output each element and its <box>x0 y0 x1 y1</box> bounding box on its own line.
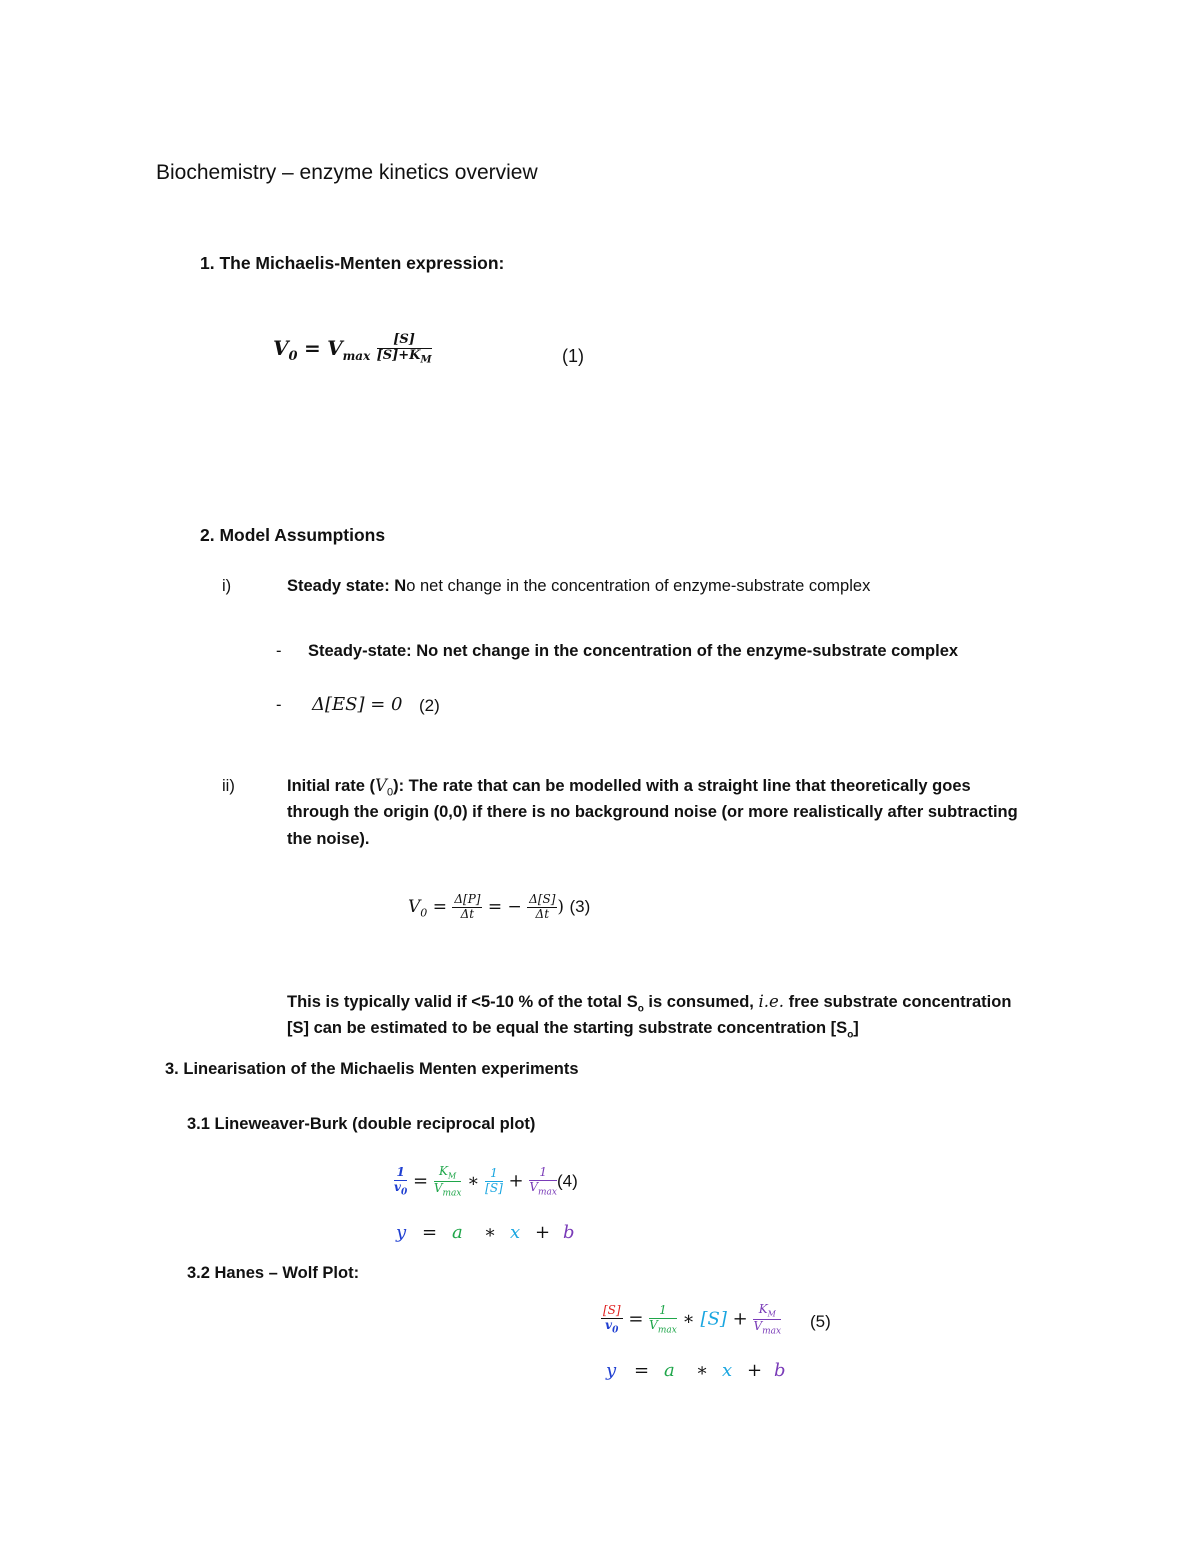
hw-row-x: x <box>722 1360 733 1381</box>
lb-fraction-1-over-s: $\frac{1}{[S]}$ <box>485 1166 503 1196</box>
item-2-marker: ii) <box>222 777 235 795</box>
hw-linear-form <box>606 1360 806 1386</box>
lb-row-b: b <box>563 1222 575 1243</box>
eq3-close-paren: ) <box>557 896 565 917</box>
note-line-2: [S] can be estimated to be equal the starting substrate concentration $[S_o]$ <box>287 1019 859 1041</box>
hw-row-a: a <box>664 1360 675 1381</box>
delta-es-equation: Δ[ES] = 0 <box>312 694 403 715</box>
subsection-3-1-heading: 3.1 Lineweaver-Burk (double reciprocal plot) <box>187 1115 536 1133</box>
eq3-fraction-p: $\frac{\Delta[P]}{\Delta t}$ <box>454 892 481 921</box>
eq3-equals-minus: = − <box>487 896 522 917</box>
hw-row-y: y <box>606 1360 617 1381</box>
hw-row-b: b <box>774 1360 786 1381</box>
hw-row-equals: = <box>634 1360 650 1381</box>
hw-plus: + <box>732 1308 748 1330</box>
section-3-heading: 3. Linearisation of the Michaelis Menten experiments <box>165 1060 579 1078</box>
lb-row-times: ∗ <box>484 1222 497 1243</box>
bullet-1-text: Steady-state: No net change in the concentration of the enzyme-substrate complex <box>308 642 959 660</box>
eq3-v0: $V_0$ <box>408 896 428 920</box>
hw-substrate: [S] <box>700 1308 727 1330</box>
eq1-fraction <box>377 333 432 366</box>
eq3-number: (3) <box>569 896 591 916</box>
eq1-equals: = <box>303 336 321 361</box>
item-2-line-2: through the origin (0,0) if there is no background noise (or more realistically after subtracting <box>287 803 1018 821</box>
lb-fraction-1-over-vmax: $\frac{1}{V_{max}}$ <box>529 1164 557 1198</box>
michaelis-menten-equation <box>273 333 432 366</box>
item-1-marker: i) <box>222 577 232 595</box>
lb-plus: + <box>508 1170 524 1192</box>
lb-row-a: a <box>452 1222 463 1243</box>
eq3-equals: = <box>432 896 447 917</box>
note-line-1: This is typically valid if <5-10 % of the total $S_o$ is consumed, i.e. free substrate concentration <box>287 992 1012 1015</box>
lb-linear-form <box>396 1222 596 1248</box>
item-1-text: Steady state: No net change in the concentration of enzyme-substrate complex <box>287 577 871 595</box>
page-title: Biochemistry – enzyme kinetics overview <box>156 161 538 184</box>
hw-row-plus: + <box>747 1360 763 1381</box>
hanes-wolf-equation <box>601 1303 781 1336</box>
section-2-heading: 2. Model Assumptions <box>200 525 386 545</box>
initial-rate-equation <box>408 893 590 922</box>
lb-row-plus: + <box>535 1222 551 1243</box>
eq1-number: (1) <box>562 346 584 366</box>
eq2-number: (2) <box>419 696 440 715</box>
item-2-line-1: Initial rate $(V_0)$: The rate that can be modelled with a straight line that theoretically goes <box>287 776 971 799</box>
hw-fraction-1-over-vmax: $\frac{1}{V_{max}}$ <box>649 1302 677 1336</box>
lb-row-y: y <box>396 1222 407 1243</box>
hw-row-times: ∗ <box>696 1360 709 1381</box>
item-2-line-3: the noise). <box>287 830 370 848</box>
section-1-heading: 1. The Michaelis-Menten expression: <box>200 253 505 273</box>
lb-row-x: x <box>510 1222 521 1243</box>
hw-equals: = <box>628 1308 644 1330</box>
lb-fraction-km-over-vmax: $\frac{K_M}{V_{max}}$ <box>433 1164 462 1198</box>
eq1-vmax: $V_{max}$ <box>327 336 371 364</box>
lb-eq-number: (4) <box>556 1171 578 1191</box>
lb-fraction-1-over-v0: $\frac{1}{v_0}$ <box>394 1164 408 1198</box>
hw-fraction-km-over-vmax: $\frac{K_M}{V_{max}}$ <box>753 1302 782 1336</box>
bullet-2-dash: - <box>276 696 282 714</box>
subsection-3-2-heading: 3.2 Hanes – Wolf Plot: <box>187 1264 360 1282</box>
hw-times: ∗ <box>682 1308 695 1330</box>
lineweaver-burk-equation <box>394 1165 578 1198</box>
eq1-v0: $V_0$ <box>273 336 298 365</box>
lb-equals: = <box>412 1170 429 1192</box>
hw-fraction-s-over-v0: $\frac{[S]}{v_0}$ <box>603 1302 621 1336</box>
eq3-fraction-s: $\frac{\Delta[S]}{\Delta t}$ <box>529 892 556 921</box>
hw-eq-number: (5) <box>810 1312 831 1331</box>
eq1-denominator: $[S]+K_M$ <box>376 347 432 366</box>
lb-row-equals: = <box>422 1222 438 1243</box>
bullet-1-dash: - <box>276 642 282 660</box>
eq1-numerator: [S] <box>377 333 432 349</box>
lb-times: ∗ <box>467 1170 480 1192</box>
